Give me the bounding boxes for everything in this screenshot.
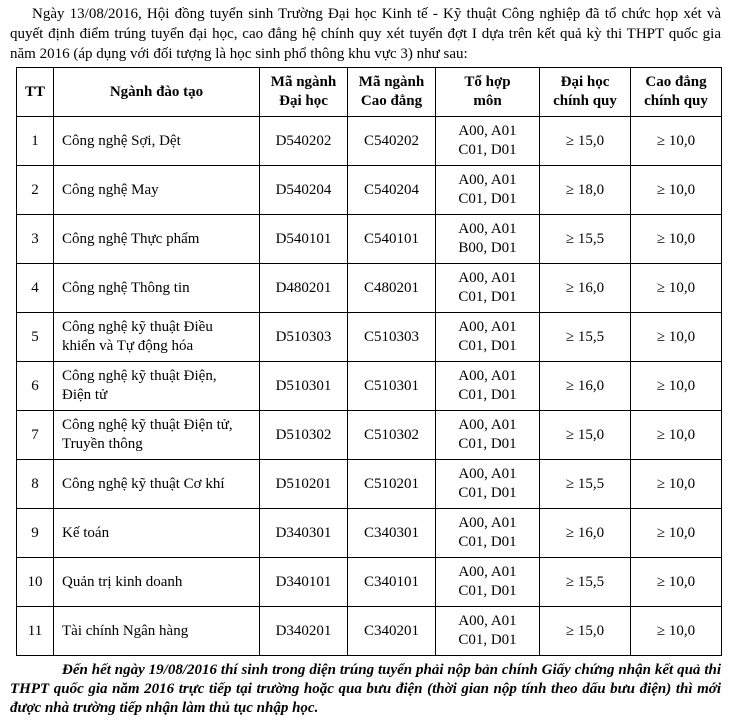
cell-combo: A00, A01 C01, D01 xyxy=(436,313,540,362)
cell-tt: 4 xyxy=(17,264,54,313)
cell-major: Công nghệ Sợi, Dệt xyxy=(54,117,260,166)
cell-combo: A00, A01 C01, D01 xyxy=(436,362,540,411)
cell-major: Công nghệ Thông tin xyxy=(54,264,260,313)
cell-code-cd: C510301 xyxy=(348,362,436,411)
cell-major: Kế toán xyxy=(54,509,260,558)
cell-tt: 8 xyxy=(17,460,54,509)
cell-combo: A00, A01 C01, D01 xyxy=(436,509,540,558)
cell-code-dh: D510201 xyxy=(260,460,348,509)
cell-code-dh: D540202 xyxy=(260,117,348,166)
cell-combo: A00, A01 C01, D01 xyxy=(436,117,540,166)
cell-combo: A00, A01 C01, D01 xyxy=(436,460,540,509)
cell-combo: A00, A01 C01, D01 xyxy=(436,264,540,313)
admission-score-table xyxy=(16,67,722,656)
header-code-dh: Mã ngành Đại học xyxy=(260,68,348,117)
table-row xyxy=(17,362,722,411)
header-combo: Tổ hợp môn xyxy=(436,68,540,117)
header-score-dh: Đại học chính quy xyxy=(540,68,631,117)
cell-score-dh: ≥ 15,5 xyxy=(540,215,631,264)
cell-score-cd: ≥ 10,0 xyxy=(631,264,722,313)
cell-major: Công nghệ kỹ thuật Cơ khí xyxy=(54,460,260,509)
table-row xyxy=(17,607,722,656)
cell-tt: 3 xyxy=(17,215,54,264)
cell-code-cd: C510201 xyxy=(348,460,436,509)
header-code-cd: Mã ngành Cao đẳng xyxy=(348,68,436,117)
cell-code-dh: D540204 xyxy=(260,166,348,215)
cell-score-cd: ≥ 10,0 xyxy=(631,411,722,460)
cell-combo: A00, A01 C01, D01 xyxy=(436,166,540,215)
cell-tt: 2 xyxy=(17,166,54,215)
cell-score-cd: ≥ 10,0 xyxy=(631,313,722,362)
header-score-cd: Cao đẳng chính quy xyxy=(631,68,722,117)
cell-score-cd: ≥ 10,0 xyxy=(631,558,722,607)
cell-score-dh: ≥ 15,5 xyxy=(540,460,631,509)
cell-score-cd: ≥ 10,0 xyxy=(631,166,722,215)
cell-code-dh: D510303 xyxy=(260,313,348,362)
cell-code-cd: C540204 xyxy=(348,166,436,215)
table-header xyxy=(17,68,722,117)
cell-tt: 10 xyxy=(17,558,54,607)
cell-major: Công nghệ kỹ thuật Điện, Điện tử xyxy=(54,362,260,411)
cell-score-dh: ≥ 15,5 xyxy=(540,558,631,607)
intro-paragraph: Ngày 13/08/2016, Hội đồng tuyển sinh Trường Đại học Kinh tế - Kỹ thuật Công nghiệp đã tổ chức họp xét và quyết định điểm trúng tuyển đại học, cao đẳng hệ chính quy xét tuyển đợt I dựa trên kết quả kỳ thi THPT quốc gia năm 2016 (áp dụng với đối tượng là học sinh phổ thông khu vực 3) như sau: xyxy=(10,6,721,62)
cell-major: Công nghệ May xyxy=(54,166,260,215)
header-major: Ngành đào tạo xyxy=(54,68,260,117)
cell-code-dh: D480201 xyxy=(260,264,348,313)
cell-major: Công nghệ Thực phẩm xyxy=(54,215,260,264)
cell-score-dh: ≥ 15,0 xyxy=(540,117,631,166)
cell-score-dh: ≥ 18,0 xyxy=(540,166,631,215)
table-header-row xyxy=(17,68,722,117)
table-body xyxy=(17,117,722,656)
table-row xyxy=(17,509,722,558)
cell-tt: 6 xyxy=(17,362,54,411)
cell-score-cd: ≥ 10,0 xyxy=(631,117,722,166)
cell-code-cd: C340201 xyxy=(348,607,436,656)
cell-combo: A00, A01 C01, D01 xyxy=(436,411,540,460)
cell-score-dh: ≥ 16,0 xyxy=(540,509,631,558)
cell-tt: 7 xyxy=(17,411,54,460)
outro-paragraph: Đến hết ngày 19/08/2016 thí sinh trong diện trúng tuyển phải nộp bản chính Giấy chứng nhận kết quả thi THPT quốc gia năm 2016 trực tiếp tại trường hoặc qua bưu điện (thời gian nộp tính theo dấu bưu điện) thì mới được nhà trường tiếp nhận làm thủ tục nhập học. xyxy=(10,662,721,716)
cell-code-dh: D510301 xyxy=(260,362,348,411)
cell-code-dh: D340301 xyxy=(260,509,348,558)
table-row xyxy=(17,411,722,460)
cell-score-cd: ≥ 10,0 xyxy=(631,362,722,411)
cell-tt: 5 xyxy=(17,313,54,362)
cell-score-dh: ≥ 15,0 xyxy=(540,607,631,656)
table-row xyxy=(17,215,722,264)
cell-major: Quản trị kinh doanh xyxy=(54,558,260,607)
cell-code-dh: D340201 xyxy=(260,607,348,656)
table-row xyxy=(17,558,722,607)
cell-score-dh: ≥ 15,5 xyxy=(540,313,631,362)
header-tt: TT xyxy=(17,68,54,117)
cell-score-dh: ≥ 16,0 xyxy=(540,362,631,411)
cell-score-cd: ≥ 10,0 xyxy=(631,460,722,509)
cell-major: Tài chính Ngân hàng xyxy=(54,607,260,656)
cell-tt: 11 xyxy=(17,607,54,656)
cell-score-dh: ≥ 15,0 xyxy=(540,411,631,460)
table-row xyxy=(17,117,722,166)
cell-major: Công nghệ kỹ thuật Điều khiển và Tự động hóa xyxy=(54,313,260,362)
cell-code-cd: C340301 xyxy=(348,509,436,558)
cell-score-dh: ≥ 16,0 xyxy=(540,264,631,313)
cell-code-dh: D340101 xyxy=(260,558,348,607)
cell-tt: 9 xyxy=(17,509,54,558)
cell-score-cd: ≥ 10,0 xyxy=(631,509,722,558)
cell-tt: 1 xyxy=(17,117,54,166)
cell-code-cd: C480201 xyxy=(348,264,436,313)
cell-code-cd: C540202 xyxy=(348,117,436,166)
cell-major: Công nghệ kỹ thuật Điện tử, Truyền thông xyxy=(54,411,260,460)
cell-combo: A00, A01 B00, D01 xyxy=(436,215,540,264)
table-row xyxy=(17,313,722,362)
cell-code-cd: C540101 xyxy=(348,215,436,264)
cell-score-cd: ≥ 10,0 xyxy=(631,215,722,264)
cell-combo: A00, A01 C01, D01 xyxy=(436,558,540,607)
cell-score-cd: ≥ 10,0 xyxy=(631,607,722,656)
cell-code-cd: C340101 xyxy=(348,558,436,607)
cell-code-cd: C510303 xyxy=(348,313,436,362)
table-row xyxy=(17,264,722,313)
table-row xyxy=(17,166,722,215)
cell-combo: A00, A01 C01, D01 xyxy=(436,607,540,656)
cell-code-dh: D510302 xyxy=(260,411,348,460)
table-row xyxy=(17,460,722,509)
cell-code-cd: C510302 xyxy=(348,411,436,460)
cell-code-dh: D540101 xyxy=(260,215,348,264)
